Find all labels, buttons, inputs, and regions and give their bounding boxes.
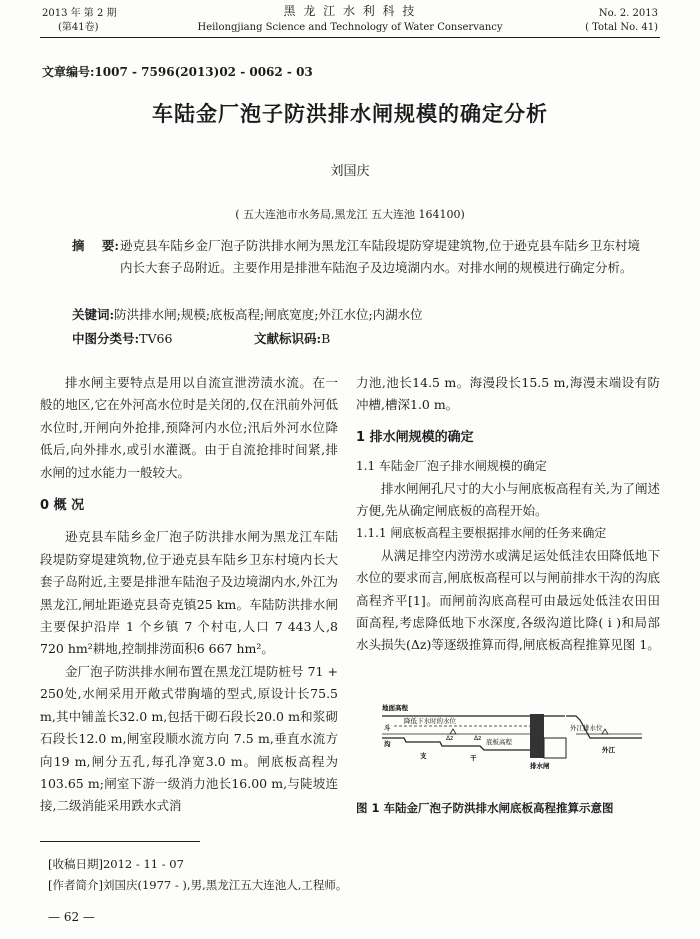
- intro-paragraph: 排水闸主要特点是用以自流宣泄涝渍水流。在一般的地区,它在外河高水位时是关闭的,仅在汛前外河低水位时,开闸向外抢排,预降河内水位;汛后外河水位降低后,向外排水,或引水灌溉。由于自流抢排时间紧,排水闸的过水能力一般较大。: [40, 375, 338, 480]
- article-number: 文章编号:1007 - 7596(2013)02 - 0062 - 03: [42, 65, 313, 79]
- label-outer-level: 外江排水位: [570, 724, 603, 732]
- subsection-1-1-1-title: 1.1.1 闸底板高程主要根据排水闸的任务来确定: [356, 526, 607, 541]
- header-issue-en: No. 2. 2013: [598, 8, 658, 19]
- label-ground: 地面高程: [382, 704, 408, 712]
- received-label: [收稿日期]: [48, 857, 103, 871]
- received-date: 2012 - 11 - 07: [102, 857, 184, 871]
- water-level-marker: [450, 729, 456, 734]
- section-0-title: 0 概 况: [40, 498, 85, 514]
- label-gan: 干: [470, 754, 477, 762]
- footnote-rule: [40, 841, 200, 842]
- abstract-text: 逊克县车陆乡金厂泡子防洪排水闸为黑龙江车陆段堤防穿堤建筑物,位于逊克县车陆乡卫东村境内长大套子岛附近。主要作用是排泄车陆泡子及边境湖内水。对排水闸的规模进行确定分析。: [120, 238, 640, 275]
- header-rule: [40, 37, 660, 38]
- outer-level-marker: [602, 729, 608, 734]
- doc-code-value: B: [321, 331, 331, 346]
- label-dou: 斗: [384, 724, 391, 732]
- abstract-label: 摘 要:: [72, 238, 120, 253]
- doc-code-label: 文献标识码:: [254, 331, 322, 346]
- keywords: [72, 305, 423, 325]
- label-dz-2: Δz: [474, 735, 482, 742]
- overview-paragraph-2: 金厂泡子防洪排水闸布置在黑龙江堤防桩号 71 + 250处,水闸采用开敞式带胸墙的型式,原设计长75.5 m,其中铺盖长32.0 m,包括干砌石段长20.0 m和浆砌石段长12.0 m,闸室段顺水流方向 7.5 m,垂直水流方向19 m,闸分五孔,每孔净宽3.0 m。闸底板高程为103.65 m;闸室下游一级消力池长16.00 m,与陡坡连接,二级消能采用跌水式消: [40, 663, 338, 814]
- author-affiliation: ( 五大连池市水务局,黑龙江 五大连池 164100): [235, 208, 465, 221]
- keywords-label: 关键词:: [72, 307, 115, 322]
- overview-paragraph-1: 逊克县车陆乡金厂泡子防洪排水闸为黑龙江车陆段堤防穿堤建筑物,位于逊克县车陆乡卫东村境内长大套子岛附近,主要是排泄车陆泡子及边境湖内水,外江为黑龙江,闸址距逊克县奇克镇25 km。车陆防洪排水闸主要保护沿岸 1 个乡镇 7 个村屯,人口 7 443人,8 720 hm²耕地,控制排涝面积6 667 hm²。: [40, 529, 338, 657]
- subsection-1-1-1-paragraph: 从满足排空内涝涝水或满足运处低洼农田降低地下水位的要求而言,闸底板高程可以与闸前排水干沟的沟底高程齐平[1]。而闸前沟底高程可由最远处低洼农田田面高程,考虑降低地下水深度,各级沟道比降( i )和局部水头损失(Δz)等逐级推算而得,闸底板高程推算见图 1。: [356, 547, 660, 653]
- left-column: [40, 372, 338, 818]
- label-canal: 沟: [384, 740, 391, 748]
- subsection-1-1-paragraph: 排水闸闸孔尺寸的大小与闸底板高程有关,为了阐述方便,先从确定闸底板的高程开始。: [356, 480, 660, 519]
- footnote-author: [48, 877, 347, 893]
- page-number: — 62 —: [48, 910, 95, 924]
- label-zhi: 支: [420, 752, 427, 760]
- author-name: 刘国庆: [330, 164, 370, 179]
- classification-doc: [254, 329, 330, 349]
- header-volume-cn: (第41卷): [58, 22, 99, 33]
- header-journal-cn: 黑 龙 江 水 利 科 技: [283, 4, 417, 18]
- label-outer: 外江: [602, 746, 615, 754]
- subsection-1-1-title: 1.1 车陆金厂泡子排水闸规模的确定: [356, 459, 547, 474]
- author-intro-label: [作者简介]: [48, 878, 103, 892]
- gate-apron: [544, 738, 566, 758]
- label-dz-1: Δz: [446, 735, 454, 742]
- author-intro-text: 刘国庆(1977 - ),男,黑龙江五大连池人,工程师。: [102, 878, 348, 892]
- header-journal-en: Heilongjiang Science and Technology of Water Conservancy: [197, 22, 503, 33]
- classification-clc: [72, 329, 172, 349]
- label-sill: 底板高程: [486, 738, 512, 746]
- clc-value: TV66: [139, 331, 173, 346]
- header-total-en: ( Total No. 41): [585, 22, 658, 33]
- paper-title: 车陆金厂泡子防洪排水闸规模的确定分析: [152, 102, 548, 126]
- clc-label: 中图分类号:: [72, 331, 140, 346]
- section-1-title: 1 排水闸规模的确定: [356, 429, 474, 445]
- right-column: [356, 372, 660, 657]
- header-issue-cn: 2013 年 第 2 期: [42, 8, 117, 19]
- footnote-received: [48, 856, 184, 872]
- label-gate: 排水闸: [530, 762, 550, 770]
- gate-structure: [530, 714, 544, 758]
- figure-1-diagram: [380, 700, 645, 770]
- continued-paragraph: 力池,池长14.5 m。海漫段长15.5 m,海漫末端设有防冲槽,槽深1.0 m。: [356, 375, 660, 413]
- keywords-text: 防洪排水闸;规模;底板高程;闸底宽度;外江水位;内湖水位: [114, 307, 423, 322]
- figure-1-caption: 图 1 车陆金厂泡子防洪排水闸底板高程推算示意图: [356, 801, 614, 815]
- label-groundwater: 降低下水时的水位: [404, 717, 456, 725]
